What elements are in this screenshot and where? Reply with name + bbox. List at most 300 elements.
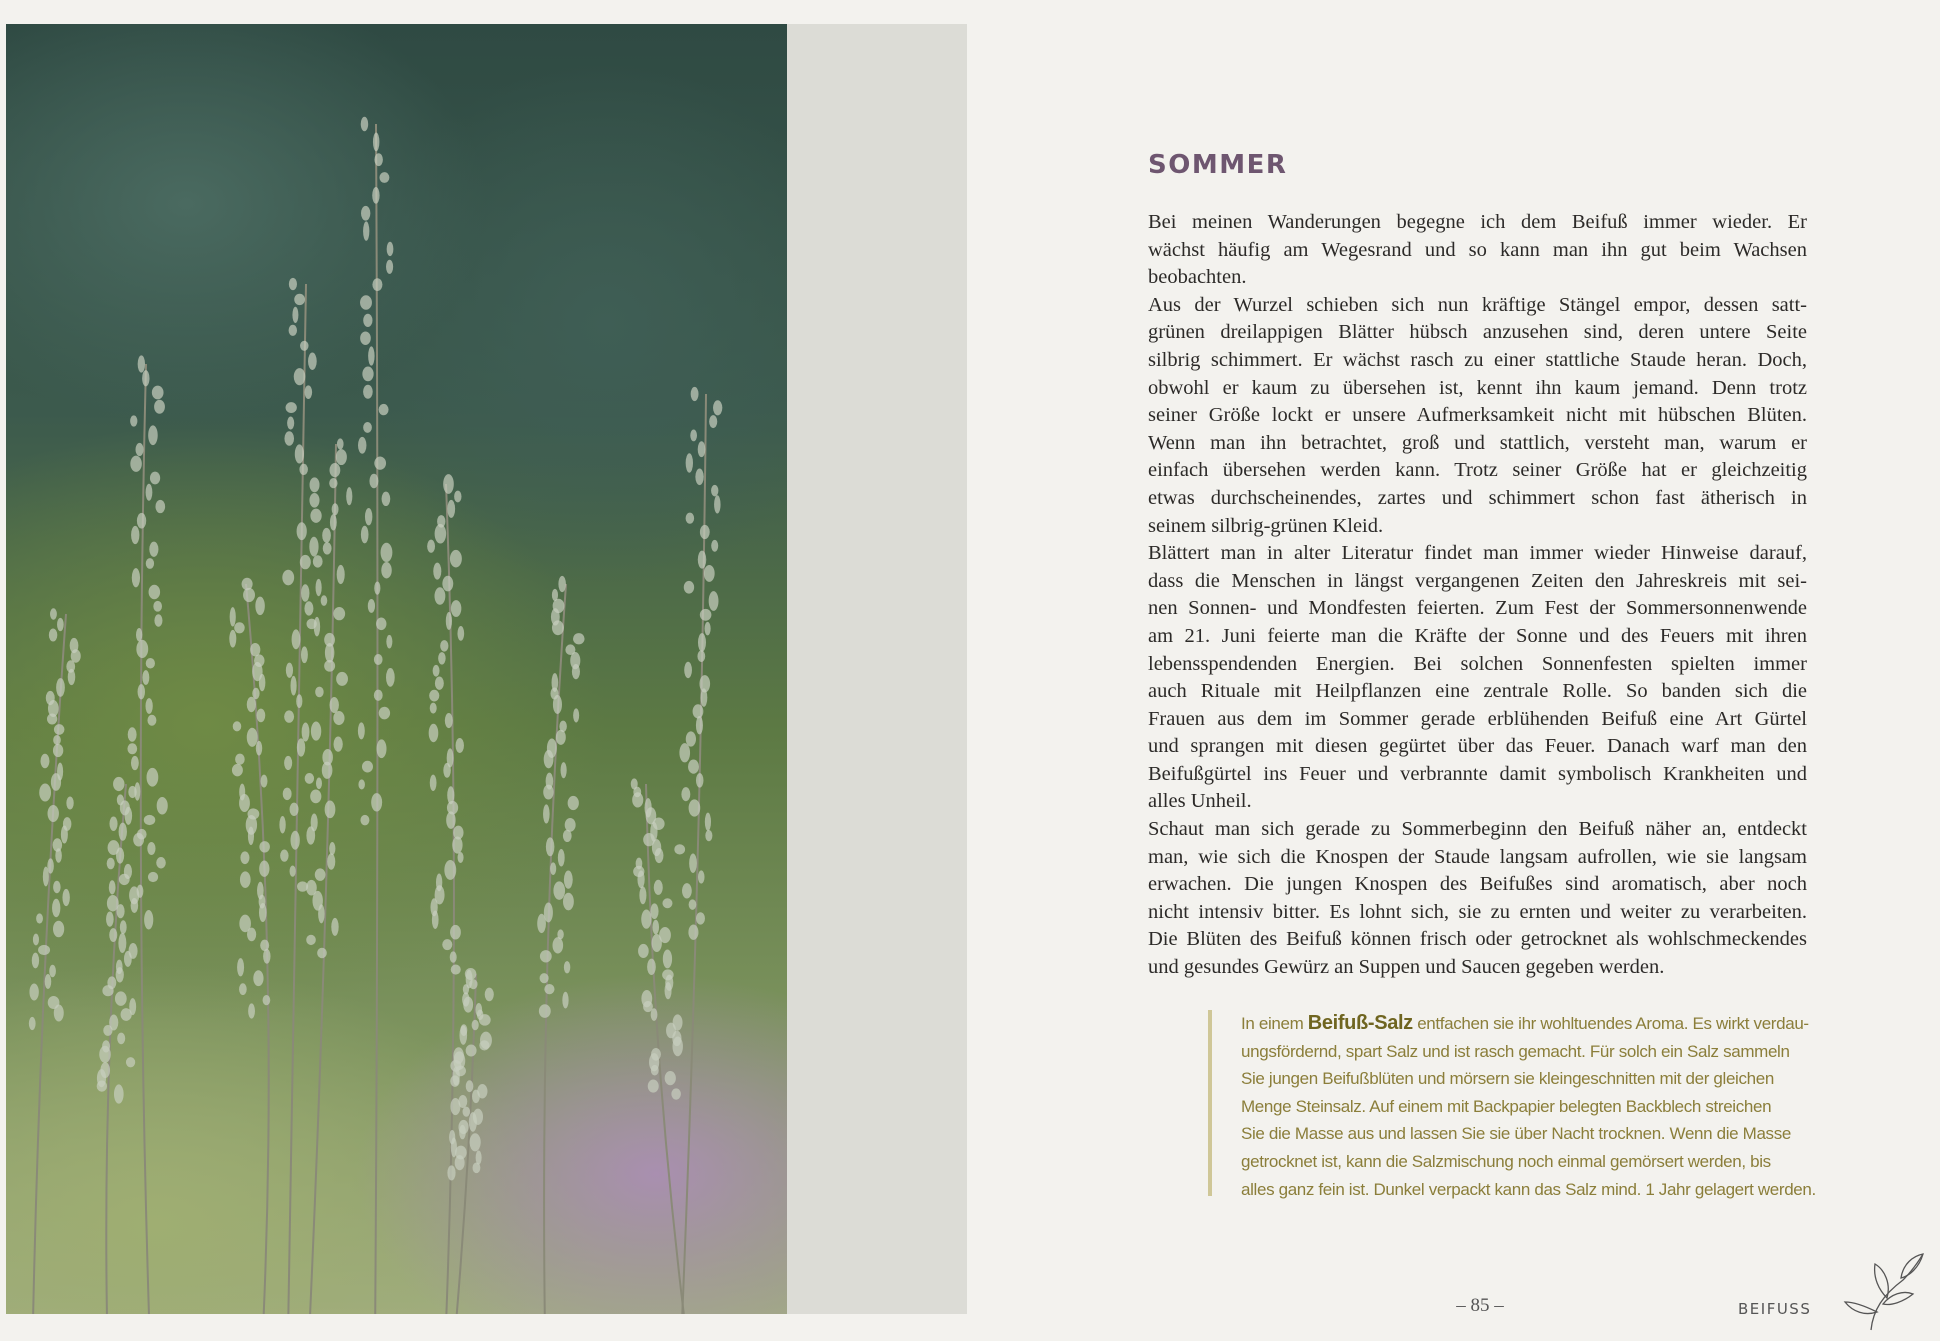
flower-bud [287,417,294,430]
flower-bud [136,628,142,642]
flower-bud [259,861,269,877]
flower-bud [147,768,159,787]
flower-bud [57,618,64,631]
tip-box [1208,1010,1862,1199]
flower-bud [130,456,142,472]
flower-bud [695,469,703,486]
flower-bud [556,730,566,745]
flower-bud [334,737,343,752]
flower-bud [573,708,579,722]
flower-bud [333,711,344,725]
flower-bud [53,921,64,938]
flower-bud [386,260,393,274]
flower-bud [336,672,348,686]
flower-bud [479,1040,489,1050]
flower-bud [318,904,324,923]
body-line: nen Sonnen- und Mondfesten feierten. Zum Fest der Sommersonnenwende [1148,597,1807,620]
tip-prefix: In einem [1241,1014,1308,1033]
flower-bud [280,850,288,862]
flower-bud [337,565,345,584]
flower-bud [446,612,452,630]
flower-bud [150,472,160,485]
flower-bud [297,522,307,540]
flower-bud [433,665,440,677]
flower-bud [146,658,155,669]
flower-bud [138,684,145,699]
flower-bud [289,278,297,290]
flower-bud [374,654,383,665]
flower-bud [671,1088,681,1099]
flower-bud [313,555,323,567]
flower-bud [442,576,453,592]
flower-bud [33,934,39,946]
flower-bud [435,677,444,690]
flower-bud [154,614,162,626]
body-line: Blättert man in alter Literatur findet man immer wieder Hinweise darauf, [1148,542,1807,565]
flower-bud [279,816,285,833]
flower-bud [130,415,137,426]
flower-bud [55,848,62,862]
flower-bud [429,724,439,742]
body-line: auch Rituale mit Heilpflanzen eine zentrale Rolle. So banden sich die [1148,680,1807,703]
flower-bud [259,674,266,691]
flower-bud [247,928,256,942]
flower-bud [232,764,243,776]
flower-bud [133,833,144,847]
flower-bud [689,799,701,816]
flower-bud [711,540,718,552]
flower-bud [361,206,370,221]
flower-bud [696,716,703,734]
flower-bud [459,1026,467,1045]
flower-bud [466,1045,477,1057]
flower-bud [255,597,264,615]
flower-bud [674,844,685,854]
body-line: etwas durchscheinendes, zartes und schimmert schon fast ätherisch in [1148,486,1807,509]
flower-bud [306,826,315,844]
flower-bud [690,430,697,442]
flower-bud [247,728,258,747]
flower-bud [109,817,117,831]
body-line: silbrig schimmert. Er wächst rasch zu einer stattliche Staude heran. Doch, [1148,348,1807,371]
flower-bud [540,950,552,962]
flower-bud [469,1112,477,1132]
flower-bud [291,676,297,696]
flower-bud [572,664,580,679]
flower-bud [296,694,302,708]
flower-bud [146,484,153,501]
flower-bud [705,813,711,831]
flower-bud [544,750,554,768]
flower-bud [116,847,124,863]
body-line: beobachten. [1148,266,1247,289]
flower-bud [290,865,296,876]
flower-bud [286,663,293,678]
flower-bud [451,965,461,975]
flower-bud [684,581,694,594]
flower-bud [237,958,244,976]
flower-bud [373,132,379,151]
flower-bud [263,949,270,964]
flower-bud [643,1001,653,1012]
flower-bud [324,660,335,672]
flower-bud [256,741,262,756]
flower-bud [329,697,338,713]
flower-bud [568,796,579,810]
body-line: einfach übersehen werden kann. Trotz seiner Größe hat er gleichzeitig [1148,459,1807,482]
flower-bud [368,346,374,365]
flower-bud [539,1004,551,1018]
flower-bud [698,633,706,652]
flower-bud [54,1004,64,1021]
body-line: und gesundes Gewürz an Suppen und Saucen gegeben werden. [1148,956,1665,979]
flower-bud [429,690,439,702]
flower-bud [472,1020,479,1031]
flower-bud [363,385,373,399]
flower-bud [374,690,383,701]
flower-bud [440,640,448,651]
flower-bud [553,881,565,900]
flower-bud [470,1133,481,1151]
body-line: alles Unheil. [1148,790,1252,813]
flower-bud [701,688,708,707]
flower-bud [53,735,61,745]
flower-bud [29,983,38,1000]
tip-text [1241,1010,1816,1203]
tip-line: alles ganz fein ist. Dunkel verpackt kann das Salz mind. 1 Jahr gelagert werden. [1241,1179,1816,1199]
flower-bud [248,1003,255,1018]
flower-bud [360,815,369,826]
flower-bud [673,1036,683,1056]
flower-bud [386,635,392,649]
flower-bud [137,513,146,529]
flower-bud [282,570,294,586]
flower-bud [229,630,236,648]
flower-bud [371,793,382,811]
body-line: Die Blüten des Beifuß können frisch oder getrocknet als wohlschmeckendes [1148,928,1807,951]
flower-bud [544,984,554,994]
flower-bud [374,581,380,594]
flower-bud [294,294,305,305]
flower-bud [49,965,56,978]
tip-line: Sie die Masse aus und lassen Sie sie über Nacht trocknen. Wenn die Masse [1241,1124,1791,1144]
flower-bud [641,910,651,929]
flower-bud [466,1080,474,1092]
flower-bud [450,1098,460,1115]
flower-bud [662,898,672,908]
flower-bud [688,759,699,773]
flower-bud [119,823,127,841]
flower-bud [321,595,328,606]
flower-bud [290,803,299,816]
flower-bud [230,607,236,626]
flower-bud [144,910,153,929]
flower-bud [149,542,158,557]
flower-bud [438,652,446,664]
flower-bud [113,777,124,791]
flower-bud [652,920,659,935]
flower-bud [239,983,247,995]
flower-bud [54,724,65,735]
flower-bud [346,487,352,505]
flower-bud [564,961,570,973]
flower-bud [305,385,313,399]
flower-bud [647,959,656,975]
flower-bud [433,563,441,580]
flower-bud [638,944,649,958]
flower-bud [330,514,337,530]
body-line: Aus der Wurzel schieben sich nun kräftige Stängel empor, dessen satt- [1148,293,1807,316]
flower-bud [292,629,301,649]
flower-bud [379,707,390,720]
flower-bud [45,974,52,989]
flower-bud [686,513,695,524]
flower-bud [119,874,130,885]
flower-bud [125,807,132,825]
flower-bud [310,477,320,492]
flower-bud [369,474,378,488]
flower-bud [147,842,155,855]
flower-bud [427,540,435,553]
flower-bud [681,787,690,801]
flower-bud [99,1046,111,1063]
flower-bud [97,1081,107,1092]
flower-bud [374,153,382,166]
flower-bud [128,727,137,742]
flower-bud [53,744,63,757]
flower-bud [302,723,310,742]
flower-bud [361,526,369,544]
body-line: man, wie sich die Knospen der Staude langsam aufrollen, wie sie langsam [1148,845,1807,868]
flower-bud [558,849,565,867]
flower-bud [696,773,704,787]
flower-bud [322,762,333,779]
body-line: am 21. Juni feierte man die Kräfte der Sonne und des Feuers mit ihren [1148,624,1807,647]
flower-bud [116,904,124,918]
flower-bud [43,867,49,887]
flower-bud [443,763,450,778]
flower-bud [379,172,389,183]
flower-bud [456,738,464,753]
flower-bud [379,404,389,415]
flower-bud [430,703,437,714]
flower-bud [552,620,564,635]
flower-bud [565,818,576,832]
flower-bud [336,449,347,465]
flower-bud [309,493,319,508]
flower-bud [114,1084,124,1103]
flower-bud [450,550,462,568]
flower-bud [310,789,321,803]
flower-bud [562,992,568,1009]
flower-bud [430,775,437,791]
flower-bud [310,509,321,523]
body-line: Bei meinen Wanderungen begegne ich dem Beifuß immer wieder. Er [1148,211,1807,233]
flower-bud [299,464,308,475]
flower-bud [311,722,321,741]
flower-bud [705,622,711,635]
flower-bud [315,687,323,698]
flower-bud [665,1071,676,1085]
flower-bud [457,626,464,641]
flower-bud [103,1025,112,1036]
flower-bud [38,945,50,955]
flower-bud [382,492,391,506]
flower-bud [120,920,127,934]
flower-bud [314,617,320,637]
flower-bud [333,607,345,620]
flower-bud [360,331,371,345]
flower-bud [295,444,304,463]
flower-bud [107,858,115,870]
flower-bud [121,1008,132,1021]
flower-bud [240,871,251,888]
flower-bud [127,743,137,754]
flower-bud [145,698,152,714]
flower-bud [682,883,692,898]
flower-bud [361,117,368,131]
flower-bud [50,608,57,619]
flower-bud [713,400,722,415]
flower-bud [323,542,332,554]
tip-line: Sie jungen Beifußblüten und mörsern sie kleingeschnitten mit der gleichen [1241,1069,1774,1089]
flower-bud [315,868,326,881]
flower-bud [259,903,267,922]
flower-bud [132,568,140,587]
flower-bud [445,713,453,728]
flower-bud [700,525,710,539]
flower-bud [144,815,155,825]
flower-bud [291,831,300,850]
page-number: – 85 – [1456,1295,1504,1316]
flower-bud [650,903,658,919]
flower-bud [240,851,249,864]
flower-bud [381,543,393,562]
flower-bud [322,528,331,543]
flower-bud [698,441,706,457]
flower-bud [550,862,556,875]
flower-bud [368,599,375,613]
flower-bud [485,988,494,1002]
flower-bud [36,913,43,923]
flower-bud [381,562,391,578]
flower-bud [711,485,718,496]
flower-bud [463,1107,471,1117]
flower-bud [362,761,373,773]
flower-bud [129,886,139,904]
flower-bud [124,951,132,967]
flower-bud [327,853,335,869]
flower-bud [283,788,292,801]
body-line: grünen dreilappigen Blätter hübsch anzusehen sind, deren untere Seite [1148,321,1807,344]
flower-bud [253,970,263,986]
flower-bud [362,367,373,382]
flower-bud [651,1065,659,1076]
flower-bud [157,797,168,815]
flower-bud [325,643,334,663]
flower-bud [152,386,164,400]
flower-bud [40,754,49,768]
flower-bud [56,678,65,697]
flower-bud [473,1162,481,1173]
running-title: BEIFUSS [1738,1300,1812,1318]
flower-bud [247,697,256,712]
flower-bud [239,794,250,812]
photo-margin-strip [787,24,967,1314]
flower-bud [704,565,715,582]
flower-bud [47,713,57,724]
section-heading: SOMMER [1148,150,1288,180]
flower-bud [261,775,268,788]
body-line: Frauen aus dem im Sommer gerade erblühenden Beifuß eine Art Gürtel [1148,707,1807,730]
flower-bud [332,503,339,515]
flower-bud [259,841,270,852]
body-line: nicht intensiv bitter. Es lohnt sich, sie zu ernten und weiter zu verarbeiten. [1148,900,1807,923]
flower-bud [286,402,297,413]
flower-bud [306,935,316,945]
flower-bud [52,899,60,917]
flower-bud [479,1014,491,1026]
flower-bud [444,860,456,880]
flower-bud [632,792,643,807]
flower-bud [648,1080,659,1093]
flower-bud [68,669,76,685]
flower-bud [263,995,271,1005]
flower-bud [386,668,395,687]
flower-bud [654,880,663,895]
flower-bud [454,491,461,503]
tip-line: ungsfördernd, spart Salz und ist rasch gemacht. Für solch ein Salz sammeln [1241,1041,1790,1061]
flower-bud [573,633,584,644]
flower-bud [689,853,697,873]
flower-bud [300,341,308,351]
flower-bud [463,997,473,1013]
flower-bud [705,830,712,841]
flower-bud [66,796,73,809]
flower-bud [543,785,553,800]
flower-bud [537,914,546,933]
flower-bud [235,754,245,765]
flower-bud [700,609,712,621]
flower-bud [684,662,692,678]
flower-bud [300,555,311,569]
flower-bud [376,617,386,630]
flower-bud [372,278,382,291]
flower-bud [126,1057,135,1067]
flower-bud [316,777,322,789]
flower-bud [637,871,644,889]
flower-bud [688,924,698,939]
flower-bud [102,985,113,996]
flower-bud [317,948,327,959]
flower-bud [387,242,394,256]
body-line: seinem silbrig-grünen Kleid. [1148,514,1384,537]
flower-bud [709,591,719,611]
flower-bud [243,588,255,602]
flower-bud [49,628,57,641]
flower-bud [714,495,720,513]
body-text [1148,209,1807,982]
flower-bud [294,368,306,385]
tip-first-rest: entfachen sie ihr wohltuendes Aroma. Es wirkt verdau- [1412,1014,1809,1033]
flower-bud [118,933,126,953]
flower-bud [29,1017,36,1030]
flower-bud [142,370,149,386]
flower-bud [106,912,114,927]
body-line: obwohl er kaum zu übersehen ist, kennt ihn kaum jemand. Denn trotz [1148,376,1807,399]
flower-bud [553,695,562,714]
flower-bud [563,893,574,911]
